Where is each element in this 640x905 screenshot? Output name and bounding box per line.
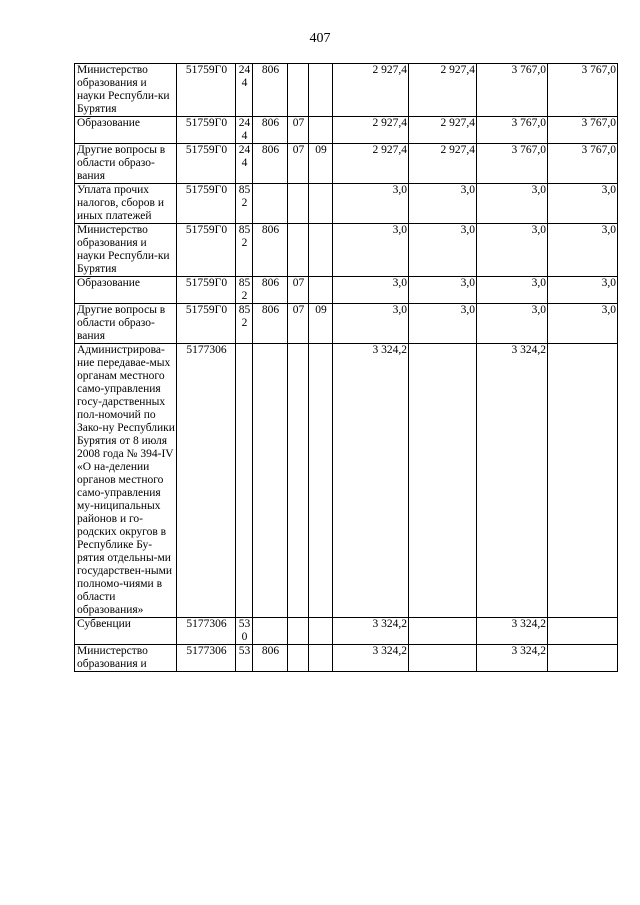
row-amount-2: 2 927,4 bbox=[409, 117, 477, 144]
row-amount-4: 3,0 bbox=[548, 184, 618, 224]
row-target-code: 51759Г0 bbox=[177, 224, 236, 277]
row-ministry-code: 806 bbox=[253, 224, 288, 277]
row-amount-4 bbox=[548, 344, 618, 618]
table-row bbox=[75, 64, 618, 117]
row-section: 07 bbox=[288, 304, 309, 344]
row-expense-type: 852 bbox=[236, 224, 253, 277]
row-subsection bbox=[309, 117, 333, 144]
row-target-code: 5177306 bbox=[177, 618, 236, 645]
row-target-code: 5177306 bbox=[177, 645, 236, 672]
row-amount-3: 3,0 bbox=[477, 277, 548, 304]
row-section: 07 bbox=[288, 117, 309, 144]
table-row bbox=[75, 184, 618, 224]
row-amount-4: 3 767,0 bbox=[548, 64, 618, 117]
row-expense-type: 852 bbox=[236, 277, 253, 304]
table-body bbox=[75, 64, 618, 672]
table-row bbox=[75, 144, 618, 184]
row-amount-3: 3 767,0 bbox=[477, 64, 548, 117]
row-amount-4 bbox=[548, 618, 618, 645]
row-amount-2: 3,0 bbox=[409, 224, 477, 277]
row-amount-2 bbox=[409, 344, 477, 618]
row-subsection bbox=[309, 64, 333, 117]
row-amount-1: 2 927,4 bbox=[333, 117, 409, 144]
table-row bbox=[75, 277, 618, 304]
row-amount-3: 3,0 bbox=[477, 224, 548, 277]
row-name: Министерство образования и науки Республи-ки Бурятия bbox=[75, 64, 177, 117]
row-target-code: 51759Г0 bbox=[177, 304, 236, 344]
row-expense-type: 53 bbox=[236, 645, 253, 672]
row-subsection: 09 bbox=[309, 144, 333, 184]
row-amount-2: 2 927,4 bbox=[409, 144, 477, 184]
row-name: Другие вопросы в области образо-вания bbox=[75, 144, 177, 184]
row-name: Администрирова-ние передавае-мых органам местного само-управления госу-дарственных пол-номочий по Зако-ну Республики Бурятия от 8 июля 2008 года № 394-IV «О на-делении органов местного само-управления му-ниципальных районов и го-родских округов в Республике Бу-рятия отдельны-ми государствен-ными полномо-чиями в области образования» bbox=[75, 344, 177, 618]
row-amount-4: 3 767,0 bbox=[548, 144, 618, 184]
row-expense-type: 852 bbox=[236, 184, 253, 224]
row-amount-2 bbox=[409, 618, 477, 645]
row-amount-4: 3,0 bbox=[548, 224, 618, 277]
page-number: 407 bbox=[309, 31, 331, 46]
row-name: Образование bbox=[75, 117, 177, 144]
row-amount-3: 3 324,2 bbox=[477, 618, 548, 645]
row-amount-1: 3,0 bbox=[333, 184, 409, 224]
table-row bbox=[75, 344, 618, 618]
row-name: Другие вопросы в области образо-вания bbox=[75, 304, 177, 344]
row-ministry-code bbox=[253, 184, 288, 224]
row-target-code: 51759Г0 bbox=[177, 144, 236, 184]
table-row bbox=[75, 224, 618, 277]
table-row bbox=[75, 618, 618, 645]
budget-table bbox=[74, 63, 618, 672]
row-amount-1: 3 324,2 bbox=[333, 344, 409, 618]
row-expense-type: 244 bbox=[236, 117, 253, 144]
row-subsection bbox=[309, 224, 333, 277]
row-name: Министерство образования и bbox=[75, 645, 177, 672]
row-amount-4 bbox=[548, 645, 618, 672]
row-amount-3: 3 324,2 bbox=[477, 645, 548, 672]
row-subsection bbox=[309, 645, 333, 672]
row-subsection bbox=[309, 618, 333, 645]
row-subsection: 09 bbox=[309, 304, 333, 344]
row-expense-type: 244 bbox=[236, 64, 253, 117]
row-amount-3: 3 767,0 bbox=[477, 117, 548, 144]
row-section bbox=[288, 645, 309, 672]
row-amount-2: 3,0 bbox=[409, 184, 477, 224]
row-amount-3: 3,0 bbox=[477, 184, 548, 224]
row-amount-1: 2 927,4 bbox=[333, 64, 409, 117]
row-ministry-code bbox=[253, 344, 288, 618]
row-section bbox=[288, 618, 309, 645]
row-amount-3: 3,0 bbox=[477, 304, 548, 344]
row-subsection bbox=[309, 344, 333, 618]
row-amount-2: 3,0 bbox=[409, 277, 477, 304]
row-ministry-code bbox=[253, 618, 288, 645]
row-ministry-code: 806 bbox=[253, 304, 288, 344]
row-ministry-code: 806 bbox=[253, 645, 288, 672]
row-target-code: 51759Г0 bbox=[177, 184, 236, 224]
row-section bbox=[288, 64, 309, 117]
row-ministry-code: 806 bbox=[253, 277, 288, 304]
row-amount-1: 3,0 bbox=[333, 224, 409, 277]
row-expense-type: 852 bbox=[236, 304, 253, 344]
row-ministry-code: 806 bbox=[253, 144, 288, 184]
row-amount-4: 3 767,0 bbox=[548, 117, 618, 144]
row-amount-3: 3 324,2 bbox=[477, 344, 548, 618]
row-amount-1: 2 927,4 bbox=[333, 144, 409, 184]
row-amount-1: 3,0 bbox=[333, 304, 409, 344]
row-section bbox=[288, 344, 309, 618]
row-section: 07 bbox=[288, 277, 309, 304]
row-name: Образование bbox=[75, 277, 177, 304]
row-expense-type: 244 bbox=[236, 144, 253, 184]
row-ministry-code: 806 bbox=[253, 117, 288, 144]
row-expense-type bbox=[236, 344, 253, 618]
row-section bbox=[288, 184, 309, 224]
table-row bbox=[75, 304, 618, 344]
row-subsection bbox=[309, 184, 333, 224]
row-amount-2 bbox=[409, 645, 477, 672]
row-target-code: 51759Г0 bbox=[177, 277, 236, 304]
row-name: Министерство образования и науки Республи-ки Бурятия bbox=[75, 224, 177, 277]
row-amount-3: 3 767,0 bbox=[477, 144, 548, 184]
row-amount-4: 3,0 bbox=[548, 277, 618, 304]
row-amount-2: 3,0 bbox=[409, 304, 477, 344]
row-section: 07 bbox=[288, 144, 309, 184]
table-row bbox=[75, 645, 618, 672]
row-subsection bbox=[309, 277, 333, 304]
row-ministry-code: 806 bbox=[253, 64, 288, 117]
table-row bbox=[75, 117, 618, 144]
row-amount-1: 3,0 bbox=[333, 277, 409, 304]
row-target-code: 5177306 bbox=[177, 344, 236, 618]
row-target-code: 51759Г0 bbox=[177, 117, 236, 144]
row-amount-2: 2 927,4 bbox=[409, 64, 477, 117]
row-section bbox=[288, 224, 309, 277]
row-amount-1: 3 324,2 bbox=[333, 645, 409, 672]
row-expense-type: 530 bbox=[236, 618, 253, 645]
row-name: Уплата прочих налогов, сборов и иных платежей bbox=[75, 184, 177, 224]
row-amount-4: 3,0 bbox=[548, 304, 618, 344]
row-target-code: 51759Г0 bbox=[177, 64, 236, 117]
row-amount-1: 3 324,2 bbox=[333, 618, 409, 645]
row-name: Субвенции bbox=[75, 618, 177, 645]
